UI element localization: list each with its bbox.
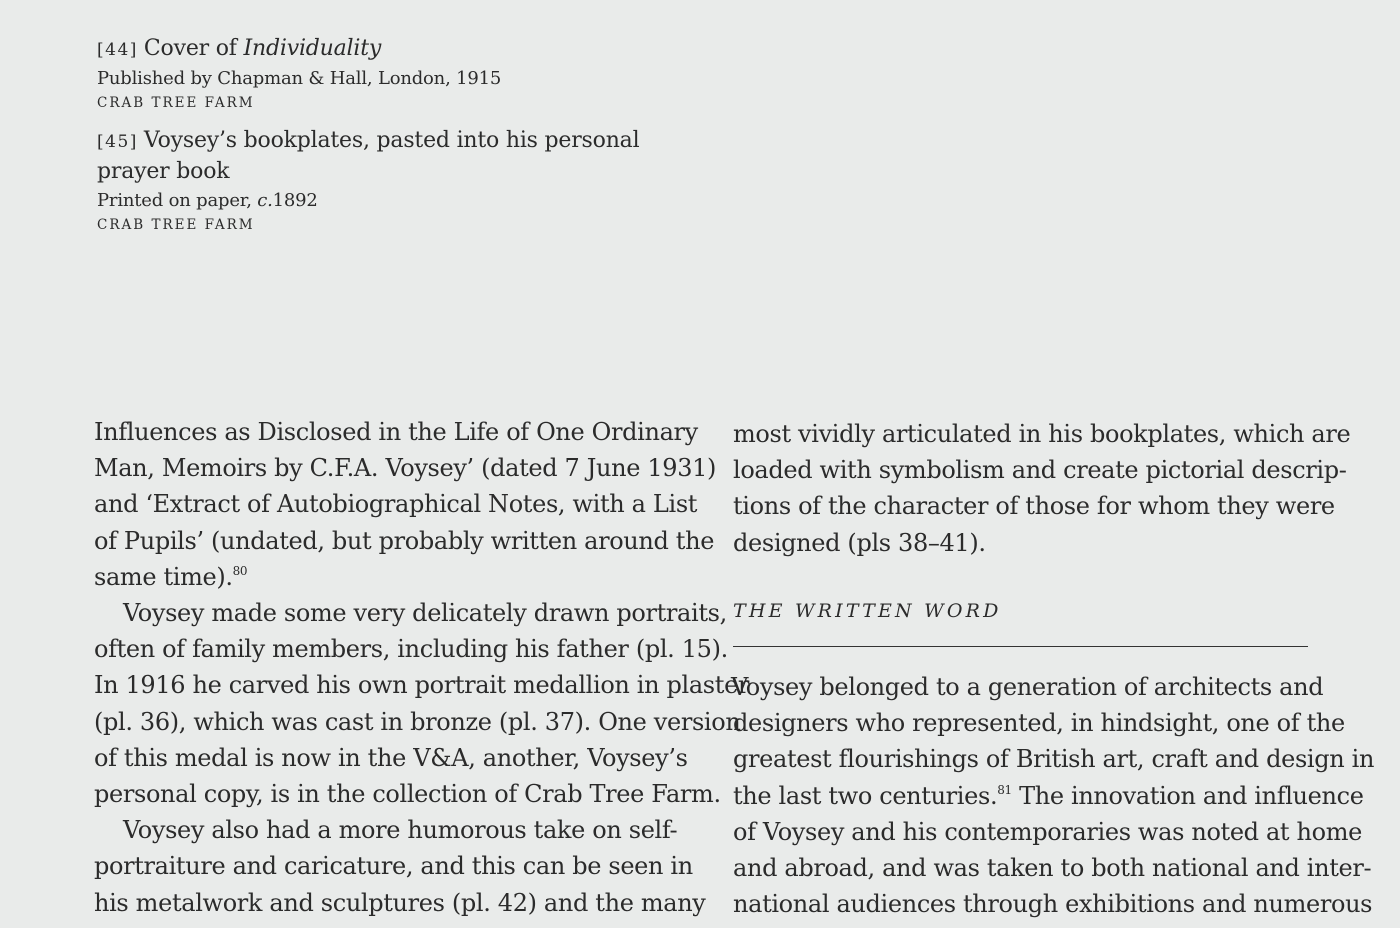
footnote-ref-80: 80 (232, 563, 248, 578)
paragraph-portraits (94, 595, 750, 812)
caption-45-number: [45] (97, 132, 138, 152)
caption-45-circa: c. (257, 190, 273, 211)
text-line: Voysey belonged to a generation of architects and (731, 673, 1324, 701)
caption-44-title (97, 34, 657, 65)
text-line: designers who represented, in hindsight, one of the (733, 709, 1345, 738)
text-line: and ‘Extract of Autobiographical Notes, with a List (94, 490, 698, 519)
caption-45-year: 1892 (272, 190, 318, 211)
text-line: Man, Memoirs by C.F.A. Voysey’ (dated 7 June 1931) (94, 454, 717, 483)
text-line: national audiences through exhibitions and numerous (733, 890, 1373, 919)
text-line: Voysey made some very delicately drawn portraits, (123, 599, 727, 628)
caption-45-title (97, 126, 657, 157)
text-line: often of family members, including his father (pl. 15). (94, 635, 728, 664)
paragraph-written-word (731, 669, 1374, 922)
caption-44 (97, 34, 657, 114)
text-line (731, 778, 1374, 814)
text-line (94, 559, 694, 595)
text-line: his metalwork and sculptures (pl. 42) and the many (94, 888, 706, 917)
caption-45-title-line2: prayer book (97, 159, 230, 184)
text-line: of Pupils’ (undated, but probably written around the (94, 526, 715, 555)
text-line: (pl. 36), which was cast in bronze (pl. 37). One version (94, 707, 741, 736)
figure-captions (97, 34, 657, 248)
caption-44-book-title: Individuality (243, 36, 382, 61)
caption-45 (97, 126, 657, 236)
body-column-left (94, 414, 750, 921)
text-line: loaded with symbolism and create pictorial descrip- (733, 456, 1347, 485)
text-line: In 1916 he carved his own portrait medallion in plaster (94, 671, 750, 700)
text-line: personal copy, is in the collection of Crab Tree Farm. (94, 780, 721, 809)
text-line: of Voysey and his contemporaries was noted at home (733, 817, 1362, 846)
caption-44-publication: Published by Chapman & Hall, London, 1915 (97, 68, 502, 89)
caption-44-title-prefix: Cover of (143, 36, 244, 61)
text-line: most vividly articulated in his bookplates, which are (733, 420, 1351, 448)
paragraph-bookplates (733, 416, 1351, 561)
text-line: Influences as Disclosed in the Life of One Ordinary (94, 418, 698, 446)
section-divider (733, 646, 1308, 647)
text-line: portraiture and caricature, and this can be seen in (94, 852, 693, 881)
paragraph-caricature (94, 812, 706, 921)
caption-45-credit: CRAB TREE FARM (97, 217, 255, 233)
caption-44-credit: CRAB TREE FARM (97, 95, 255, 111)
caption-44-number: [44] (97, 40, 138, 60)
text-fragment: the last two centuries. (733, 781, 998, 810)
text-line: and abroad, and was taken to both national and inter- (733, 854, 1372, 883)
text-line: Voysey also had a more humorous take on self- (123, 816, 678, 845)
text-line: designed (pls 38–41). (733, 528, 986, 557)
text-fragment: same time). (94, 562, 233, 591)
paragraph-memoirs (94, 414, 717, 595)
body-column-right-top (733, 416, 1351, 561)
text-line: tions of the character of those for whom they were (733, 492, 1335, 521)
section-heading: THE WRITTEN WORD (733, 600, 1002, 622)
text-line: of this medal is now in the V&A, another, Voysey’s (94, 743, 688, 772)
caption-45-medium (97, 187, 657, 214)
caption-45-title-line1: Voysey’s bookplates, pasted into his personal (143, 128, 640, 153)
text-line: greatest flourishings of British art, craft and design in (733, 745, 1375, 774)
text-fragment: The innovation and influence (1011, 781, 1364, 810)
footnote-ref-81: 81 (997, 782, 1012, 797)
caption-45-medium-prefix: Printed on paper, (97, 190, 258, 211)
body-column-right-bottom (731, 669, 1374, 922)
